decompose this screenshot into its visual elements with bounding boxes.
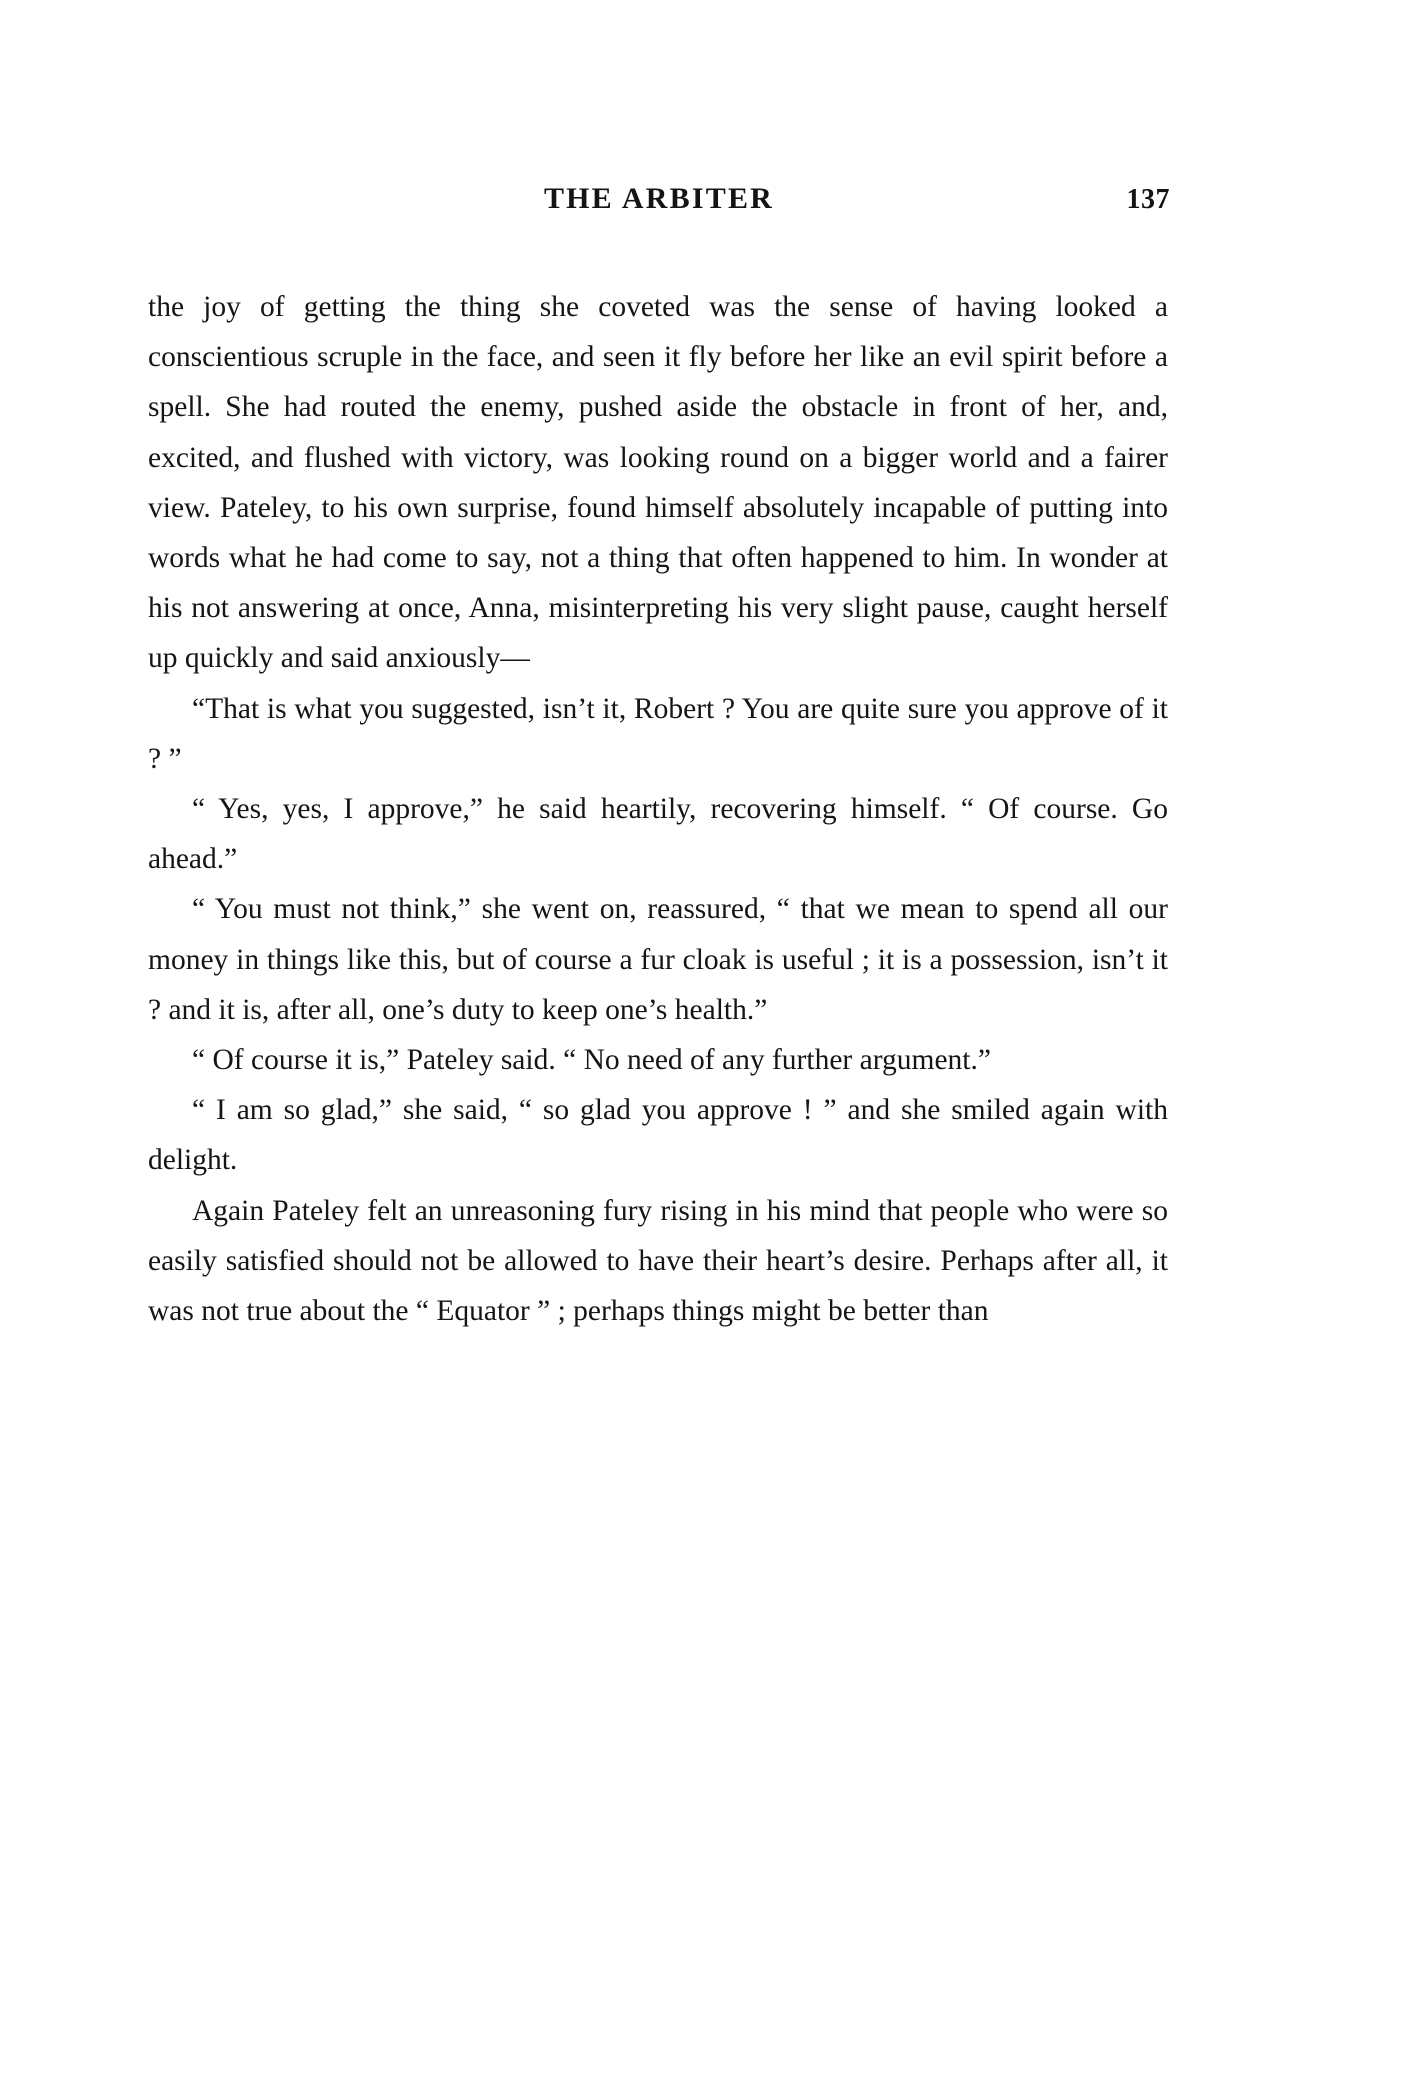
paragraph: “ I am so glad,” she said, “ so glad you approve ! ” and she smiled again with delight. [148, 1094, 1168, 1177]
paragraph: “ Yes, yes, I approve,” he said heartily, recovering himself. “ Of course. Go ahead.” [148, 793, 1168, 876]
paragraph: “ Of course it is,” Pateley said. “ No need of any further argument.” [192, 1044, 991, 1077]
paragraph: “ You must not think,” she went on, reassured, “ that we mean to spend all our money in things like this, but of course a fur cloak is useful ; it is a possession, isn’t it ? and it is, after all, one’s duty to keep one’s health.” [148, 893, 1168, 1026]
page-number: 137 [1126, 184, 1170, 215]
page-header [148, 182, 1170, 222]
paragraph: the joy of getting the thing she coveted was the sense of having looked a conscientious scruple in the face, and seen it fly before her like an evil spirit before a spell. She had routed the enemy, pushed aside the obstacle in front of her, and, excited, and flushed with victory, was looking round on a bigger world and a fairer view. Pateley, to his own surprise, found himself absolutely incapable of putting into words what he had come to say, not a thing that often happened to him. In wonder at his not answering at once, Anna, misinterpreting his very slight pause, caught herself up quickly and said anxiously— [148, 291, 1168, 675]
paragraph: Again Pateley felt an unreasoning fury rising in his mind that people who were so easily satisfied should not be allowed to have their heart’s desire. Perhaps after all, it was not true about the “ Equator ” ; perhaps things might be better than [148, 1194, 1168, 1328]
running-title: THE ARBITER [543, 182, 775, 215]
paragraph: “That is what you suggested, isn’t it, Robert ? You are quite sure you approve of it ? ” [148, 692, 1168, 775]
page-body [148, 282, 1168, 1336]
